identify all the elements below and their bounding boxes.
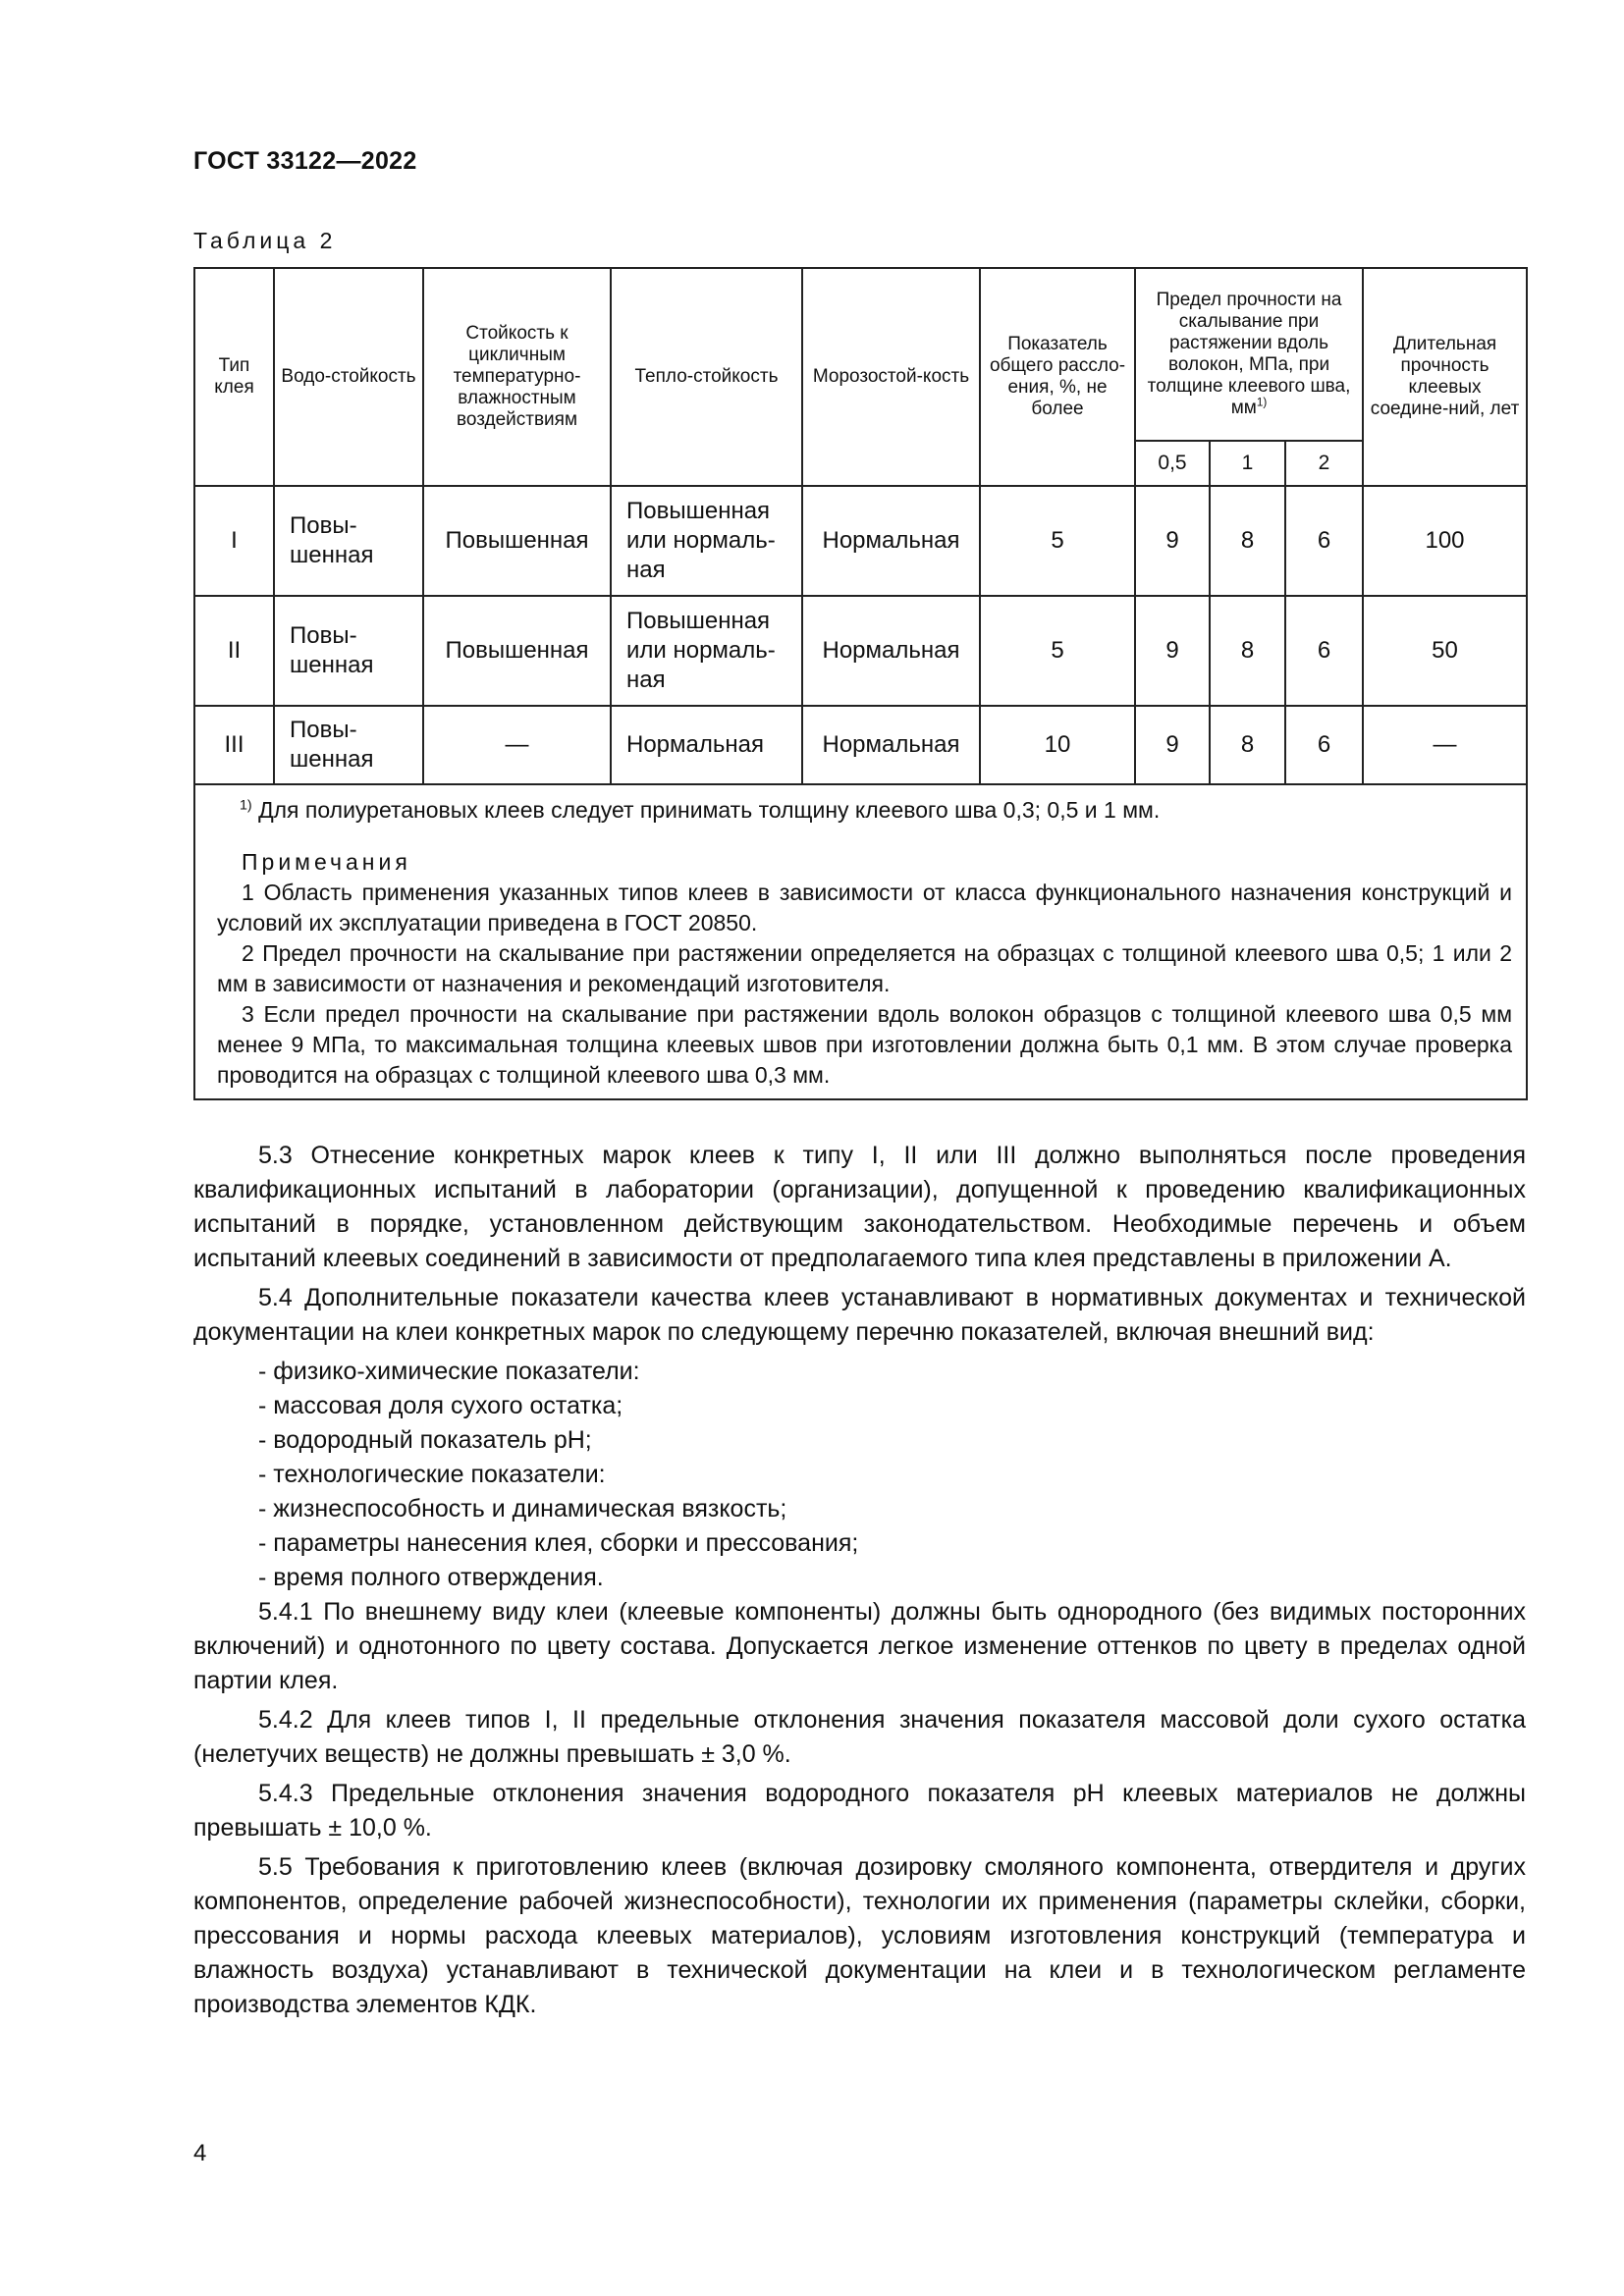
col-header-shear-strength bbox=[1135, 268, 1363, 441]
cell-durability: 100 bbox=[1363, 486, 1527, 596]
table-notes-row bbox=[194, 784, 1527, 1099]
table-footnote bbox=[217, 795, 1512, 826]
footnote-mark: 1) bbox=[240, 797, 252, 814]
list-item: - технологические показатели: bbox=[258, 1461, 606, 1488]
col-header-heat-resistance: Тепло-стойкость bbox=[611, 268, 802, 486]
table-notes bbox=[194, 784, 1527, 1099]
cell-heat: Повышенная или нормаль-ная bbox=[611, 486, 802, 596]
note-item: 2 Предел прочности на скалывание при растяжении определяется на образцах с толщиной клеевого шва 0,5; 1 или 2 мм в зависимости от назначения и рекомендаций изготовителя. bbox=[217, 940, 1513, 996]
table-header-row bbox=[194, 268, 1527, 441]
cell-heat: Повышенная или нормаль-ная bbox=[611, 596, 802, 706]
note-item: 3 Если предел прочности на скалывание при растяжении вдоль волокон образцов с толщиной клеевого шва 0,5 мм менее 9 МПа, то максимальная толщина клеевых швов при изготовлении должна быть 0,1 мм. В этом случае проверка проводится на образцах с толщиной клеевого шва 0,3 мм. bbox=[217, 1001, 1513, 1088]
list-item: - время полного отверждения. bbox=[258, 1564, 604, 1591]
col-header-cyclic-resistance: Стойкость к цикличным температурно-влажностным воздействиям bbox=[423, 268, 611, 486]
cell-cyclic: — bbox=[423, 706, 611, 784]
paragraph-5-4-2: 5.4.2 Для клеев типов I, II предельные отклонения значения показателя массовой доли сухого остатка (нелетучих веществ) не должны превышать ± 3,0 %. bbox=[193, 1706, 1526, 1768]
paragraph-5-4-1: 5.4.1 По внешнему виду клеи (клеевые компоненты) должны быть однородного (без видимых посторонних включений) и однотонного по цвету состава. Допускается легкое изменение оттенков по цвету в пределах одной партии клея. bbox=[193, 1598, 1526, 1694]
cell-type: II bbox=[194, 596, 274, 706]
cell-durability: 50 bbox=[1363, 596, 1527, 706]
cell-cyclic: Повышенная bbox=[423, 596, 611, 706]
cell-type: III bbox=[194, 706, 274, 784]
cell-strength-2: 6 bbox=[1285, 706, 1363, 784]
table-row bbox=[194, 706, 1527, 784]
cell-cyclic: Повышенная bbox=[423, 486, 611, 596]
thickness-2: 2 bbox=[1285, 441, 1363, 486]
col-header-water-resistance: Водо-стойкость bbox=[274, 268, 423, 486]
cell-strength-2: 6 bbox=[1285, 486, 1363, 596]
page-number: 4 bbox=[193, 2140, 207, 2166]
cell-strength-2: 6 bbox=[1285, 596, 1363, 706]
adhesive-types-table bbox=[193, 267, 1528, 1100]
col-header-frost-resistance: Морозостой-кость bbox=[802, 268, 980, 486]
paragraph-5-4: 5.4 Дополнительные показатели качества клеев устанавливают в нормативных документах и технической документации на клеи конкретных марок по следующему перечню показателей, включая внешний вид: bbox=[193, 1284, 1526, 1346]
list-item: - жизнеспособность и динамическая вязкость; bbox=[258, 1495, 787, 1522]
shear-strength-label: Предел прочности на скалывание при растяжении вдоль волокон, МПа, при толщине клеевого шва, мм bbox=[1147, 290, 1351, 418]
cell-strength-0-5: 9 bbox=[1135, 486, 1210, 596]
list-item: - параметры нанесения клея, сборки и прессования; bbox=[258, 1529, 859, 1557]
cell-water: Повы-шенная bbox=[274, 486, 423, 596]
cell-strength-0-5: 9 bbox=[1135, 706, 1210, 784]
paragraph-5-5: 5.5 Требования к приготовлению клеев (включая дозировку смоляного компонента, отвердителя и других компонентов, определение рабочей жизнеспособности), технологии их применения (параметры склейки, сборки, прессования и нормы расхода клеевых материалов), условиям изготовления конструкций (температура и влажность воздуха) устанавливают в технической документации на клеи и в технологическом регламенте производства элементов КДК. bbox=[193, 1853, 1526, 2018]
body-text bbox=[193, 1139, 1526, 2027]
table-row bbox=[194, 486, 1527, 596]
col-header-durability: Длительная прочность клеевых соедине-ний, лет bbox=[1363, 268, 1527, 486]
thickness-1: 1 bbox=[1210, 441, 1285, 486]
cell-strength-0-5: 9 bbox=[1135, 596, 1210, 706]
document-code: ГОСТ 33122—2022 bbox=[193, 147, 417, 175]
cell-frost: Нормальная bbox=[802, 706, 980, 784]
paragraph-5-3: 5.3 Отнесение конкретных марок клеев к типу I, II или III должно выполняться после проведения квалификационных испытаний в лаборатории (организации), допущенной к проведению квалификационных испытаний в порядке, установленном действующим законодательством. Необходимые перечень и объем испытаний клеевых соединений в зависимости от предполагаемого типа клея представлены в приложении А. bbox=[193, 1142, 1526, 1272]
cell-frost: Нормальная bbox=[802, 486, 980, 596]
footnote-ref: 1) bbox=[1256, 396, 1268, 409]
table-row bbox=[194, 596, 1527, 706]
cell-water: Повы-шенная bbox=[274, 706, 423, 784]
cell-strength-1: 8 bbox=[1210, 706, 1285, 784]
cell-delamination: 5 bbox=[980, 486, 1135, 596]
list-item: - водородный показатель pH; bbox=[258, 1426, 592, 1454]
list-item: - массовая доля сухого остатка; bbox=[258, 1392, 623, 1419]
cell-strength-1: 8 bbox=[1210, 486, 1285, 596]
paragraph-5-4-3: 5.4.3 Предельные отклонения значения водородного показателя pH клеевых материалов не должны превышать ± 10,0 %. bbox=[193, 1780, 1526, 1842]
thickness-0-5: 0,5 bbox=[1135, 441, 1210, 486]
footnote-text: Для полиуретановых клеев следует принимать толщину клеевого шва 0,3; 0,5 и 1 мм. bbox=[258, 797, 1161, 823]
cell-frost: Нормальная bbox=[802, 596, 980, 706]
col-header-type: Тип клея bbox=[194, 268, 274, 486]
note-item: 1 Область применения указанных типов клеев в зависимости от класса функционального назначения конструкций и условий их эксплуатации приведена в ГОСТ 20850. bbox=[217, 880, 1513, 935]
table-caption: Таблица 2 bbox=[193, 228, 337, 253]
cell-delamination: 10 bbox=[980, 706, 1135, 784]
cell-strength-1: 8 bbox=[1210, 596, 1285, 706]
col-header-delamination: Показатель общего рассло-ения, %, не более bbox=[980, 268, 1135, 486]
cell-type: I bbox=[194, 486, 274, 596]
cell-water: Повы-шенная bbox=[274, 596, 423, 706]
cell-heat: Нормальная bbox=[611, 706, 802, 784]
cell-durability: — bbox=[1363, 706, 1527, 784]
list-item: - физико-химические показатели: bbox=[258, 1358, 640, 1385]
notes-title: Примечания bbox=[242, 849, 411, 875]
cell-delamination: 5 bbox=[980, 596, 1135, 706]
